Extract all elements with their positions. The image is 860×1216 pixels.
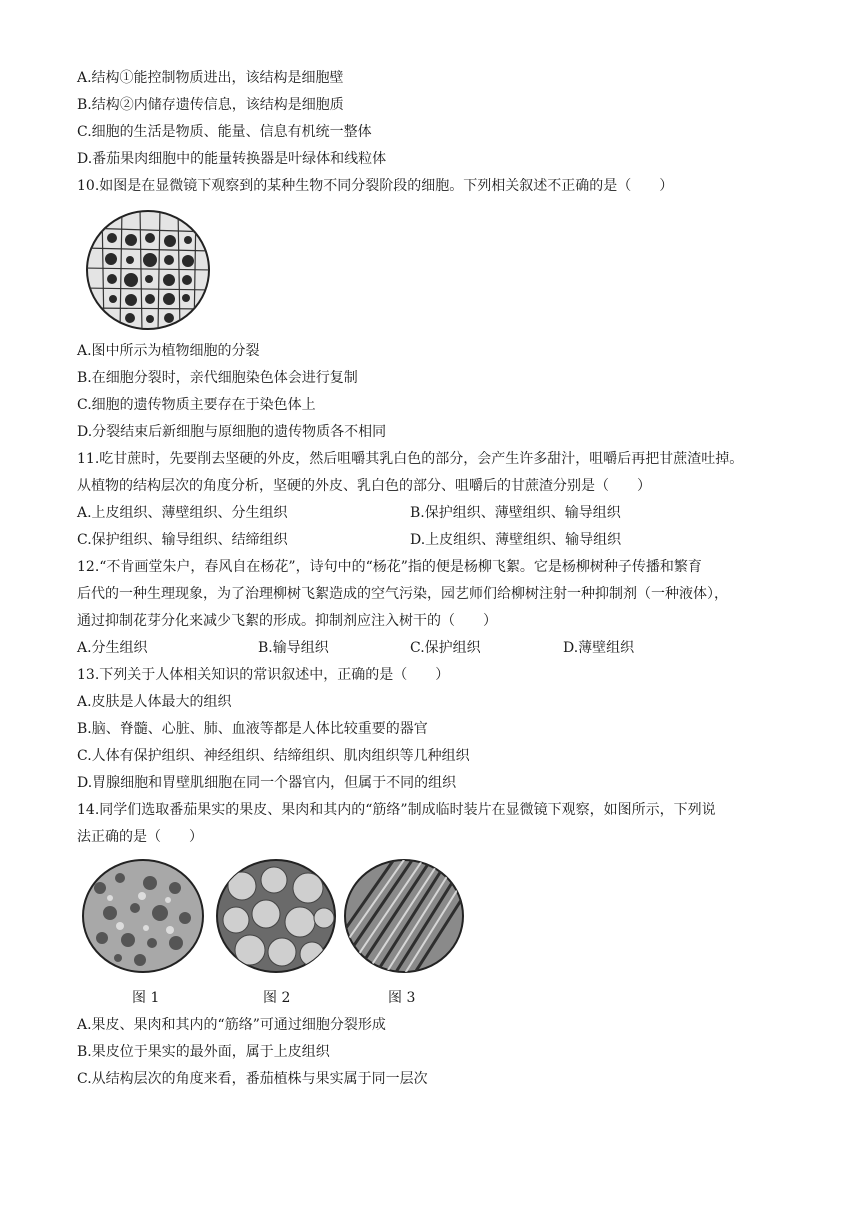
- q10-option-c: C.细胞的遗传物质主要存在于染色体上: [77, 397, 316, 413]
- figure-3-vascular-micrograph-image: [342, 858, 466, 978]
- figure-1-peel-micrograph-image: [80, 858, 206, 978]
- q12-option-b: B.输导组织: [258, 640, 329, 656]
- q14-option-b: B.果皮位于果实的最外面，属于上皮组织: [77, 1044, 330, 1060]
- figure-2-pulp-micrograph-image: [214, 858, 338, 978]
- q13-option-a: A.皮肤是人体最大的组织: [77, 694, 232, 710]
- q9-option-a: A.结构①能控制物质进出，该结构是细胞壁: [77, 70, 344, 86]
- q12-option-d: D.薄壁组织: [563, 640, 635, 656]
- q12-stem-line-1: 12.“不肯画堂朱户，春风自在杨花”，诗句中的“杨花”指的便是杨柳飞絮。它是杨柳树种子传播和繁育: [77, 559, 702, 575]
- q12-stem-line-2: 后代的一种生理现象，为了治理柳树飞絮造成的空气污染，园艺师们给柳树注射一种抑制剂（一种液体），: [77, 586, 728, 602]
- q14-stem-line-2: 法正确的是（ ）: [77, 829, 203, 845]
- q13-option-c: C.人体有保护组织、神经组织、结缔组织、肌肉组织等几种组织: [77, 748, 470, 764]
- q10-option-b: B.在细胞分裂时，亲代细胞染色体会进行复制: [77, 370, 358, 386]
- q10-stem: 10.如图是在显微镜下观察到的某种生物不同分裂阶段的细胞。下列相关叙述不正确的是（ ）: [77, 178, 674, 194]
- q9-option-d: D.番茄果肉细胞中的能量转换器是叶绿体和线粒体: [77, 151, 387, 167]
- figure-1-caption: 图 1: [132, 990, 160, 1006]
- figure-2-caption: 图 2: [263, 990, 291, 1006]
- q13-option-d: D.胃腺细胞和胃壁肌细胞在同一个器官内，但属于不同的组织: [77, 775, 457, 791]
- q12-stem-line-3: 通过抑制花芽分化来减少飞絮的形成。抑制剂应注入树干的（ ）: [77, 613, 497, 629]
- q9-option-b: B.结构②内储存遗传信息，该结构是细胞质: [77, 97, 344, 113]
- q12-option-c: C.保护组织: [410, 640, 481, 656]
- q12-option-a: A.分生组织: [77, 640, 148, 656]
- q14-option-a: A.果皮、果肉和其内的“筋络”可通过细胞分裂形成: [77, 1017, 386, 1033]
- q10-option-a: A.图中所示为植物细胞的分裂: [77, 343, 260, 359]
- q11-option-a: A.上皮组织、薄壁组织、分生组织: [77, 505, 288, 521]
- q13-stem: 13.下列关于人体相关知识的常识叙述中，正确的是（ ）: [77, 667, 450, 683]
- figure-3-caption: 图 3: [388, 990, 416, 1006]
- q11-option-d: D.上皮组织、薄壁组织、输导组织: [410, 532, 622, 548]
- q14-stem-line-1: 14.同学们选取番茄果实的果皮、果肉和其内的“筋络”制成临时装片在显微镜下观察，如图所示，下列说: [77, 802, 716, 818]
- q11-option-b: B.保护组织、薄壁组织、输导组织: [410, 505, 621, 521]
- q11-stem-line-1: 11.吃甘蔗时，先要削去坚硬的外皮，然后咀嚼其乳白色的部分，会产生许多甜汁，咀嚼后再把甘蔗渣吐掉。: [77, 451, 744, 467]
- q13-option-b: B.脑、脊髓、心脏、肺、血液等都是人体比较重要的器官: [77, 721, 428, 737]
- mitosis-micrograph-image: [84, 208, 212, 332]
- q9-option-c: C.细胞的生活是物质、能量、信息有机统一整体: [77, 124, 372, 140]
- q14-option-c: C.从结构层次的角度来看，番茄植株与果实属于同一层次: [77, 1071, 428, 1087]
- q10-option-d: D.分裂结束后新细胞与原细胞的遗传物质各不相同: [77, 424, 387, 440]
- q11-stem-line-2: 从植物的结构层次的角度分析，坚硬的外皮、乳白色的部分、咀嚼后的甘蔗渣分别是（ ）: [77, 478, 651, 494]
- q11-option-c: C.保护组织、输导组织、结缔组织: [77, 532, 288, 548]
